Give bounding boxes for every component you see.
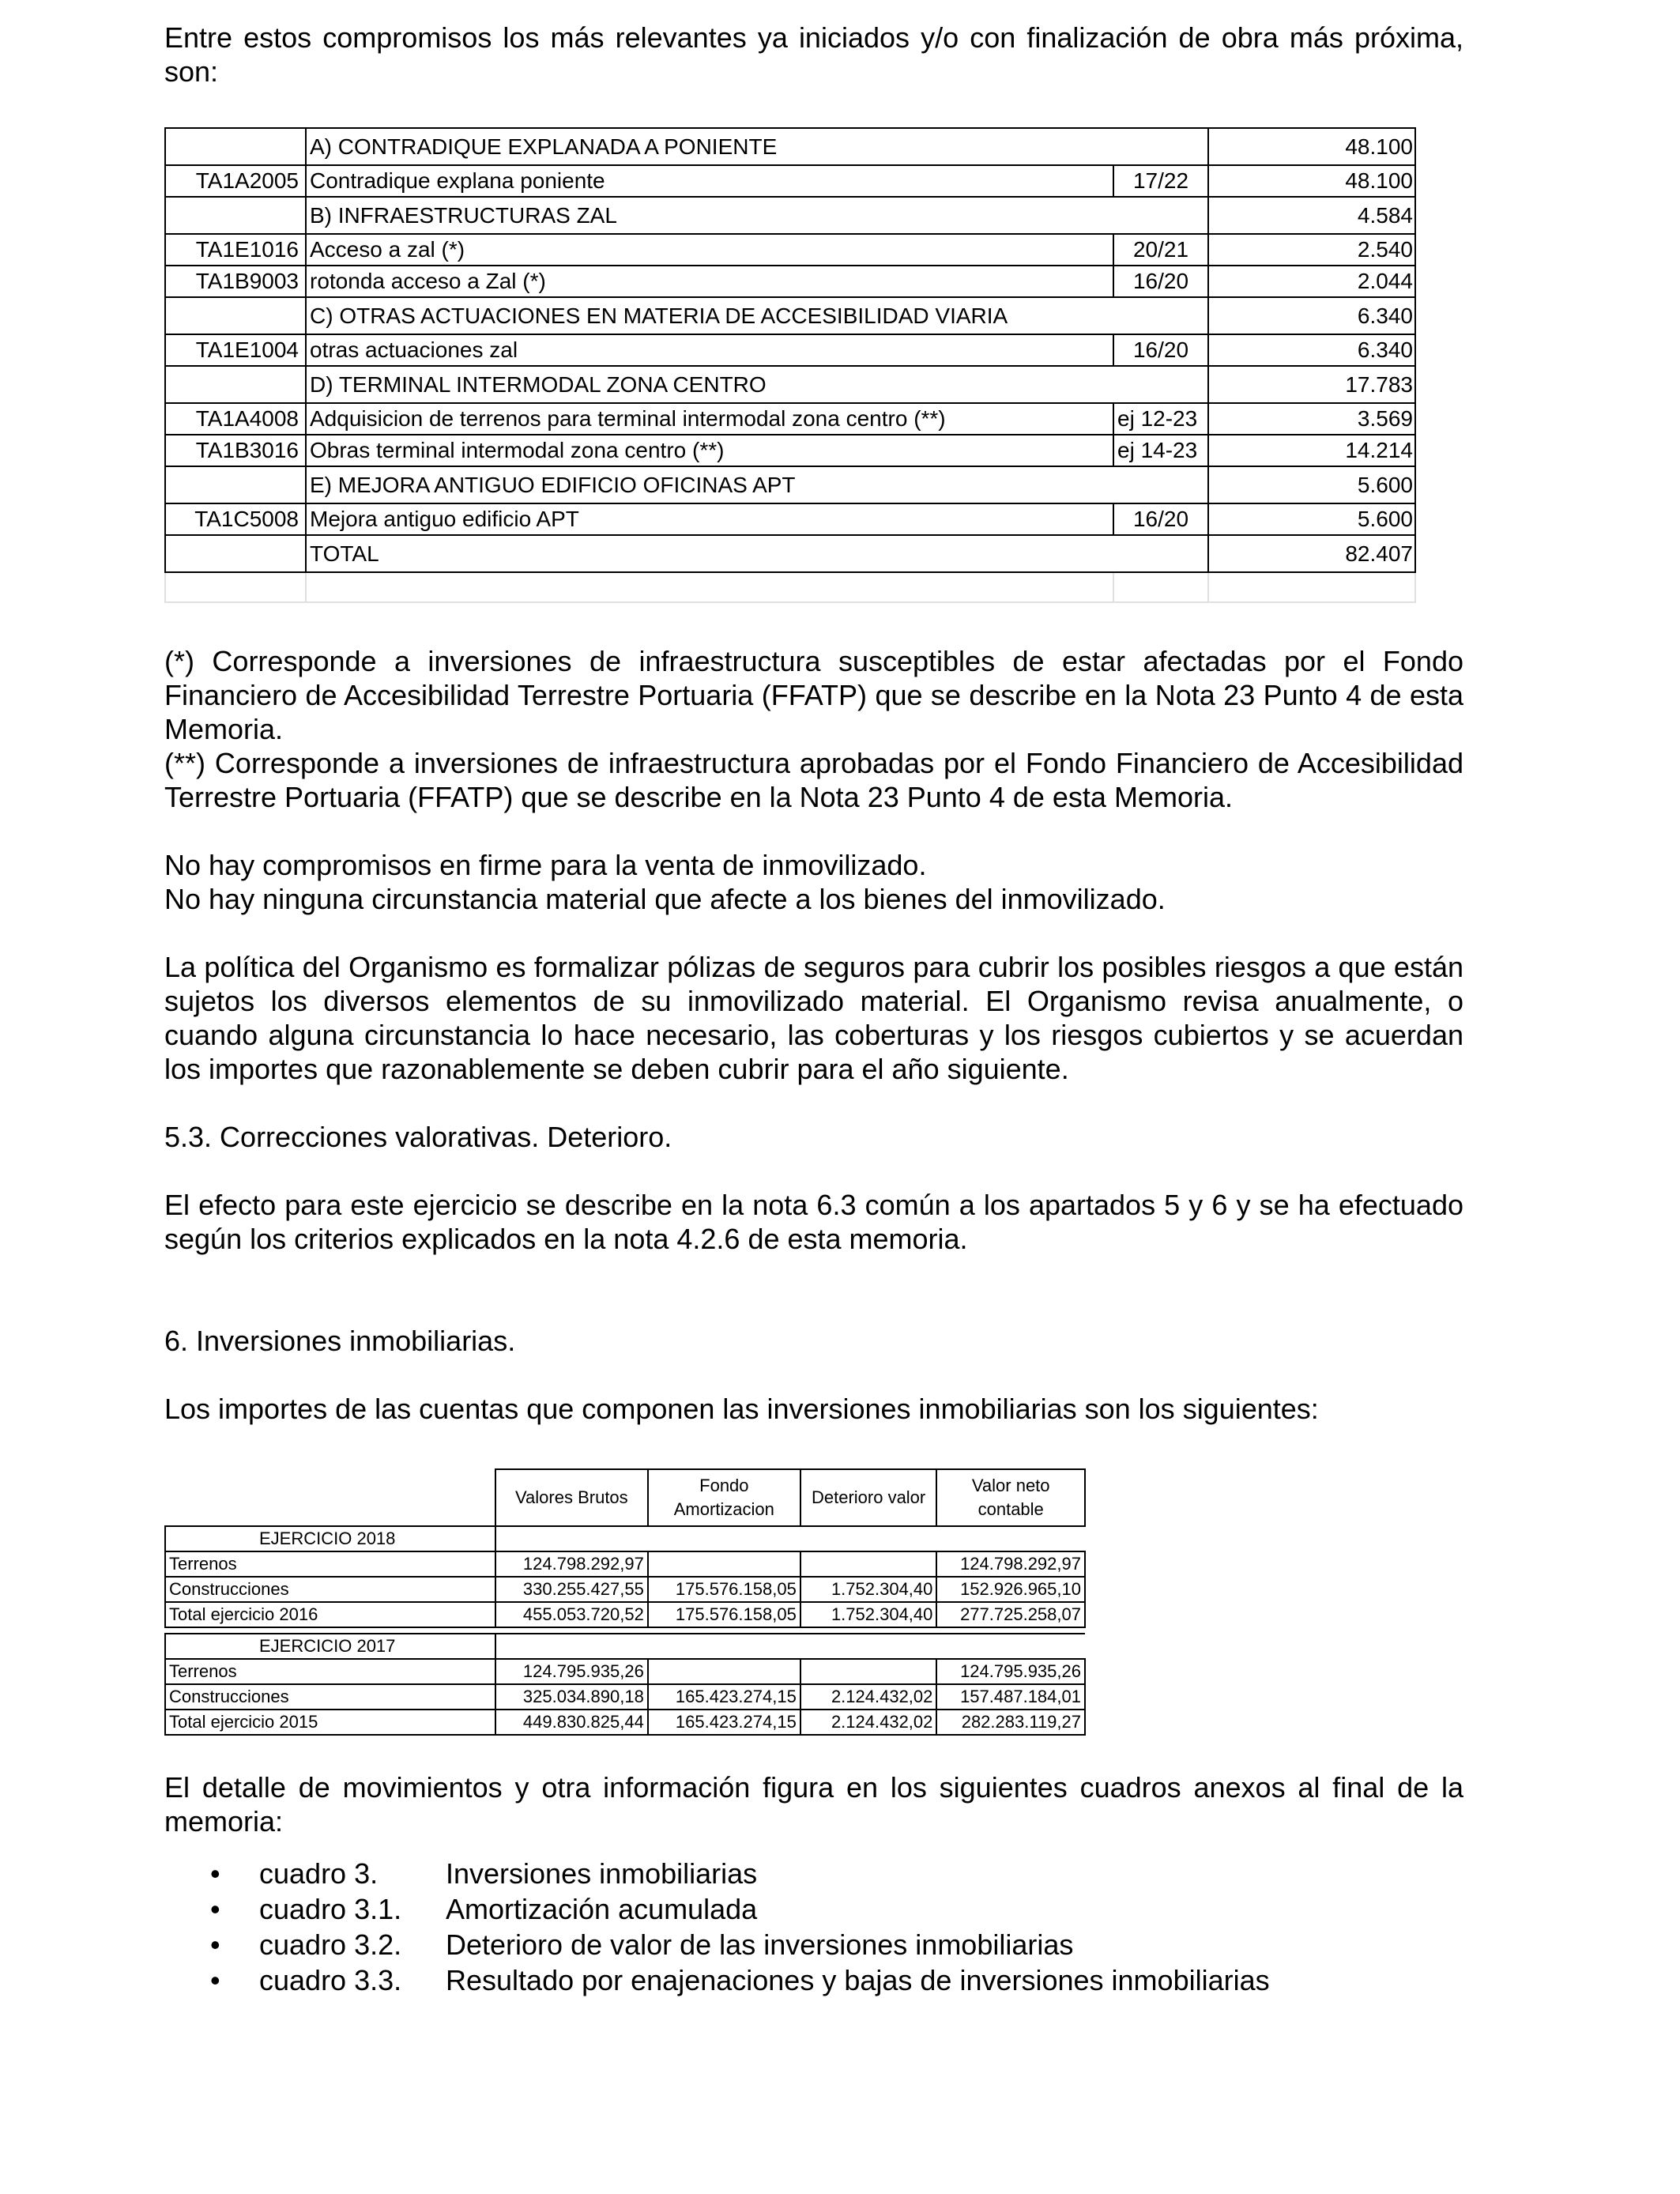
commitment-amount: 48.100 [1208, 165, 1415, 197]
intro-paragraph: Entre estos compromisos los más relevantes ya iniciados y/o con finalización de obra más próxima, son: [164, 21, 1463, 88]
commitment-amount: 48.100 [1208, 128, 1415, 165]
inversiones-header-row [165, 1469, 1085, 1526]
header-valor-neto: Valor neto contable [936, 1469, 1085, 1526]
commitment-code [165, 128, 306, 165]
paragraph-venta: No hay compromisos en firme para la venta de inmovilizado. [164, 849, 927, 881]
deterioro-valor-value [800, 1659, 937, 1684]
commitment-period: 16/20 [1113, 266, 1208, 297]
commitment-code: TA1E1016 [165, 234, 306, 266]
deterioro-valor-value: 2.124.432,02 [800, 1684, 937, 1710]
valor-neto-value: 157.487.184,01 [936, 1684, 1085, 1710]
bullet-icon: • [210, 1928, 220, 1961]
commitment-code: TA1A4008 [165, 403, 306, 435]
valores-brutos-value: 449.830.825,44 [495, 1710, 648, 1735]
commitment-description: Acceso a zal (*) [306, 234, 1113, 266]
commitment-period: ej 12-23 [1113, 403, 1208, 435]
list-item [164, 1927, 1463, 1962]
fondo-amortizacion-value: 175.576.158,05 [648, 1602, 800, 1627]
cuadros-list [164, 1856, 1463, 1998]
row-label: Construcciones [165, 1684, 495, 1710]
commitment-section-row [165, 128, 1415, 165]
valor-neto-value: 152.926.965,10 [936, 1577, 1085, 1602]
cuadro-title: Resultado por enajenaciones y bajas de inversiones inmobiliarias [446, 1964, 1270, 1996]
year-label: EJERCICIO 2018 [165, 1526, 495, 1551]
commitment-amount: 2.540 [1208, 234, 1415, 266]
inversiones-row [165, 1602, 1085, 1627]
commitment-description: rotonda acceso a Zal (*) [306, 266, 1113, 297]
commitment-code: TA1E1004 [165, 334, 306, 366]
inversiones-row [165, 1577, 1085, 1602]
row-label: Terrenos [165, 1551, 495, 1577]
row-label: Total ejercicio 2016 [165, 1602, 495, 1627]
cuadro-code: cuadro 3.2. [259, 1928, 402, 1961]
commitment-period: 16/20 [1113, 503, 1208, 535]
list-item [164, 1891, 1463, 1927]
valores-brutos-value: 124.795.935,26 [495, 1659, 648, 1684]
commitment-code [165, 197, 306, 234]
fondo-amortizacion-value: 165.423.274,15 [648, 1684, 800, 1710]
header-valores-brutos: Valores Brutos [495, 1469, 648, 1526]
commitment-section-row [165, 366, 1415, 403]
commitment-code: TA1B3016 [165, 435, 306, 466]
deterioro-valor-value: 1.752.304,40 [800, 1577, 937, 1602]
fondo-amortizacion-value [648, 1551, 800, 1577]
bullet-icon: • [210, 1893, 220, 1925]
inversiones-table [164, 1468, 1086, 1736]
year-row [165, 1526, 1085, 1551]
row-label: Total ejercicio 2015 [165, 1710, 495, 1735]
heading-6: 6. Inversiones inmobiliarias. [164, 1325, 516, 1357]
valores-brutos-value: 325.034.890,18 [495, 1684, 648, 1710]
bullet-icon: • [210, 1964, 220, 1996]
commitment-period: 20/21 [1113, 234, 1208, 266]
document-page [164, 21, 1463, 1998]
cuadro-code: cuadro 3.3. [259, 1964, 402, 1996]
valor-neto-value: 282.283.119,27 [936, 1710, 1085, 1735]
fondo-amortizacion-value: 175.576.158,05 [648, 1577, 800, 1602]
commitment-item-row [165, 435, 1415, 466]
commitment-code: TA1A2005 [165, 165, 306, 197]
commitment-section-title: D) TERMINAL INTERMODAL ZONA CENTRO [306, 366, 1208, 403]
footnote-double-asterisk: (**) Corresponde a inversiones de infraestructura aprobadas por el Fondo Financiero de Accesibilidad Terrestre Portuaria (FFATP) que se describe en la Nota 23 Punto 4 de esta Memoria. [164, 747, 1463, 813]
inversiones-row [165, 1684, 1085, 1710]
valor-neto-value: 124.798.292,97 [936, 1551, 1085, 1577]
commitment-amount: 14.214 [1208, 435, 1415, 466]
year-label: EJERCICIO 2017 [165, 1634, 495, 1659]
commitment-code [165, 366, 306, 403]
paragraph-politica: La política del Organismo es formalizar pólizas de seguros para cubrir los posibles riesgos a que están sujetos los diversos elementos de su inmovilizado material. El Organismo revisa anualmente, o cuando alguna circunstancia lo hace necesario, las coberturas y los riesgos cubiertos y se acuerdan los importes que razonablemente se deben cubrir para el año siguiente. [164, 951, 1463, 1085]
valor-neto-value: 124.795.935,26 [936, 1659, 1085, 1684]
commitment-item-row [165, 266, 1415, 297]
inversiones-row [165, 1710, 1085, 1735]
commitment-amount: 2.044 [1208, 266, 1415, 297]
commitment-code [165, 466, 306, 503]
header-fondo-amortizacion: Fondo Amortizacion [648, 1469, 800, 1526]
inversiones-table-wrapper [164, 1468, 1086, 1736]
valores-brutos-value: 124.798.292,97 [495, 1551, 648, 1577]
commitment-code [165, 535, 306, 572]
deterioro-valor-value: 2.124.432,02 [800, 1710, 937, 1735]
commitment-amount: 17.783 [1208, 366, 1415, 403]
commitment-period: 16/20 [1113, 334, 1208, 366]
deterioro-valor-value: 1.752.304,40 [800, 1602, 937, 1627]
commitment-amount: 4.584 [1208, 197, 1415, 234]
commitment-amount: 3.569 [1208, 403, 1415, 435]
footnote-single-asterisk: (*) Corresponde a inversiones de infraestructura susceptibles de estar afectadas por el Fondo Financiero de Accesibilidad Terrestre Portuaria (FFATP) que se describe en la Nota 23 Punto 4 de esta Memoria. [164, 645, 1463, 745]
commitment-description: Obras terminal intermodal zona centro (**) [306, 435, 1113, 466]
row-label: Construcciones [165, 1577, 495, 1602]
paragraph-efecto: El efecto para este ejercicio se describe en la nota 6.3 común a los apartados 5 y 6 y se ha efectuado según los criterios explicados en la nota 4.2.6 de esta memoria. [164, 1189, 1463, 1255]
cuadro-title: Amortización acumulada [446, 1893, 758, 1925]
commitment-code: TA1C5008 [165, 503, 306, 535]
bullet-icon: • [210, 1857, 220, 1890]
commitment-section-row [165, 535, 1415, 572]
commitment-amount: 5.600 [1208, 466, 1415, 503]
commitment-section-title: A) CONTRADIQUE EXPLANADA A PONIENTE [306, 128, 1208, 165]
inversiones-row [165, 1659, 1085, 1684]
commitment-description: otras actuaciones zal [306, 334, 1113, 366]
commitment-item-row [165, 334, 1415, 366]
commitment-item-row [165, 165, 1415, 197]
year-row [165, 1634, 1085, 1659]
commitment-item-row [165, 503, 1415, 535]
fondo-amortizacion-value [648, 1659, 800, 1684]
list-item [164, 1962, 1463, 1998]
commitment-description: Contradique explana poniente [306, 165, 1113, 197]
commitment-item-row [165, 234, 1415, 266]
fondo-amortizacion-value: 165.423.274,15 [648, 1710, 800, 1735]
commitment-section-title: B) INFRAESTRUCTURAS ZAL [306, 197, 1208, 234]
commitment-period: ej 14-23 [1113, 435, 1208, 466]
deterioro-valor-value [800, 1551, 937, 1577]
heading-5-3: 5.3. Correcciones valorativas. Deterioro. [164, 1121, 672, 1153]
row-label: Terrenos [165, 1659, 495, 1684]
commitment-section-title: E) MEJORA ANTIGUO EDIFICIO OFICINAS APT [306, 466, 1208, 503]
commitment-blank-row [165, 572, 1415, 602]
paragraph-circunstancia: No hay ninguna circunstancia material que afecte a los bienes del inmovilizado. [164, 883, 1166, 915]
header-deterioro-valor: Deterioro valor [800, 1469, 937, 1526]
cuadro-title: Deterioro de valor de las inversiones inmobiliarias [446, 1928, 1074, 1961]
paragraph-importes: Los importes de las cuentas que componen las inversiones inmobiliarias son los siguientes: [164, 1393, 1319, 1425]
commitment-amount: 6.340 [1208, 297, 1415, 334]
cuadro-code: cuadro 3.1. [259, 1893, 402, 1925]
commitment-amount: 5.600 [1208, 503, 1415, 535]
cuadro-title: Inversiones inmobiliarias [446, 1857, 758, 1890]
commitment-code [165, 297, 306, 334]
commitment-amount: 6.340 [1208, 334, 1415, 366]
valor-neto-value: 277.725.258,07 [936, 1602, 1085, 1627]
inversiones-row [165, 1551, 1085, 1577]
commitment-code: TA1B9003 [165, 266, 306, 297]
list-item [164, 1856, 1463, 1891]
commitment-amount: 82.407 [1208, 535, 1415, 572]
commitment-section-title: TOTAL [306, 535, 1208, 572]
commitment-section-row [165, 466, 1415, 503]
commitment-section-title: C) OTRAS ACTUACIONES EN MATERIA DE ACCESIBILIDAD VIARIA [306, 297, 1208, 334]
commitments-table [164, 127, 1416, 603]
cuadro-code: cuadro 3. [259, 1857, 379, 1890]
commitment-section-row [165, 297, 1415, 334]
valores-brutos-value: 330.255.427,55 [495, 1577, 648, 1602]
commitment-period: 17/22 [1113, 165, 1208, 197]
valores-brutos-value: 455.053.720,52 [495, 1602, 648, 1627]
commitment-item-row [165, 403, 1415, 435]
commitment-description: Mejora antiguo edificio APT [306, 503, 1113, 535]
commitment-description: Adquisicion de terrenos para terminal intermodal zona centro (**) [306, 403, 1113, 435]
paragraph-detalle: El detalle de movimientos y otra información figura en los siguientes cuadros anexos al final de la memoria: [164, 1771, 1463, 1838]
commitment-section-row [165, 197, 1415, 234]
